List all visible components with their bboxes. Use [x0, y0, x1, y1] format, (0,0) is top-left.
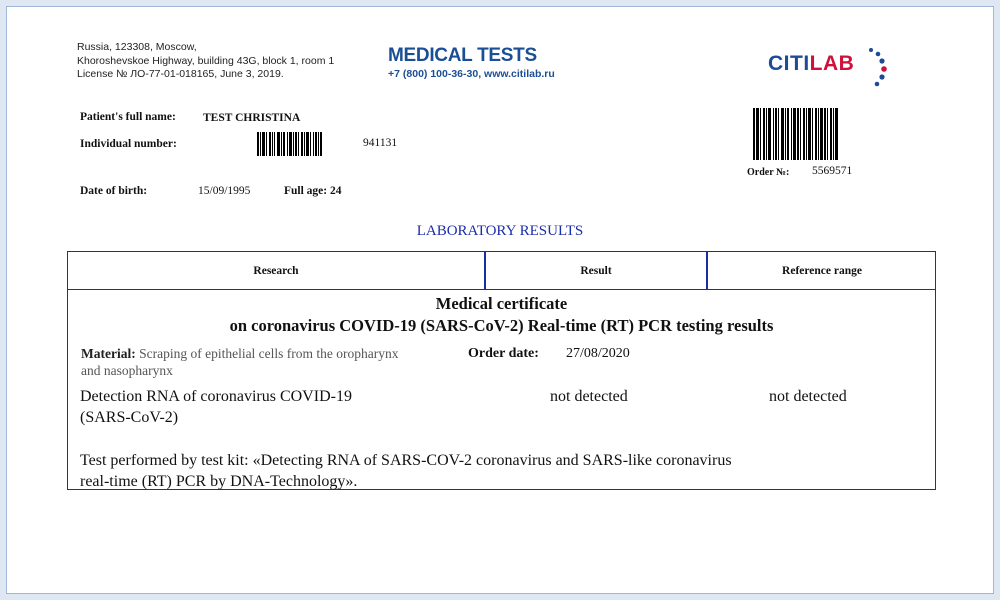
individual-number: 941131: [363, 137, 398, 149]
kit-line: real-time (RT) PCR by DNA-Technology».: [80, 473, 358, 490]
research-line: (SARS-CoV-2): [80, 409, 179, 426]
logo-accent: LAB: [809, 52, 855, 75]
brand-title: MEDICAL TESTS: [388, 45, 537, 66]
address-line: License № ЛО-77-01-018165, June 3, 2019.: [77, 68, 284, 80]
order-number: 5569571: [812, 165, 853, 177]
results-table: [67, 251, 936, 490]
order-barcode: [753, 108, 838, 160]
full-age: Full age: 24: [284, 185, 342, 197]
table-header-row: [68, 252, 935, 290]
brand-contact: +7 (800) 100-36-30, www.citilab.ru: [388, 68, 555, 80]
certificate-subtitle: on coronavirus COVID-19 (SARS-CoV-2) Real-time (RT) PCR testing results: [229, 316, 774, 335]
address-line: Russia, 123308, Moscow,: [77, 41, 197, 53]
lab-address: [77, 41, 334, 82]
order-date: 27/08/2020: [566, 346, 630, 361]
logo-dots-icon: [865, 46, 895, 90]
research-line: Detection RNA of coronavirus COVID-19: [80, 388, 352, 405]
dob-value: 15/09/1995: [198, 185, 251, 197]
test-kit-note: [80, 450, 732, 492]
research-name: [80, 386, 352, 428]
reference-value: not detected: [769, 388, 847, 405]
result-value: not detected: [550, 388, 628, 405]
material-label: Material:: [81, 346, 136, 361]
header-research: Research: [253, 265, 299, 277]
material-text: Scraping of epithelial cells from the oropharynx and nasopharynx: [81, 346, 399, 378]
citilab-logo: [768, 52, 854, 76]
barcode-bar: [320, 132, 322, 156]
patient-barcode: [257, 132, 322, 156]
brand-block: [388, 45, 555, 80]
section-title: LABORATORY RESULTS: [416, 223, 584, 239]
patient-name-label: Patient's full name:: [80, 111, 176, 123]
address-line: Khoroshevskoe Highway, building 43G, block 1, room 1: [77, 54, 335, 67]
dob-label: Date of birth:: [80, 185, 148, 197]
certificate-title: Medical certificate: [435, 294, 568, 313]
material-block: [81, 345, 411, 379]
logo-main: CITI: [768, 52, 810, 75]
header-reference: Reference range: [782, 265, 862, 277]
header-result: Result: [580, 265, 612, 277]
patient-name: TEST CHRISTINA: [203, 112, 301, 124]
order-date-label: Order date:: [468, 346, 539, 361]
order-number-label: Order №:: [747, 167, 790, 178]
kit-line: Test performed by test kit: «Detecting RNA of SARS-COV-2 coronavirus and SARS-like coronavirus: [80, 452, 732, 469]
barcode-bar: [835, 108, 838, 160]
individual-number-label: Individual number:: [80, 138, 177, 150]
